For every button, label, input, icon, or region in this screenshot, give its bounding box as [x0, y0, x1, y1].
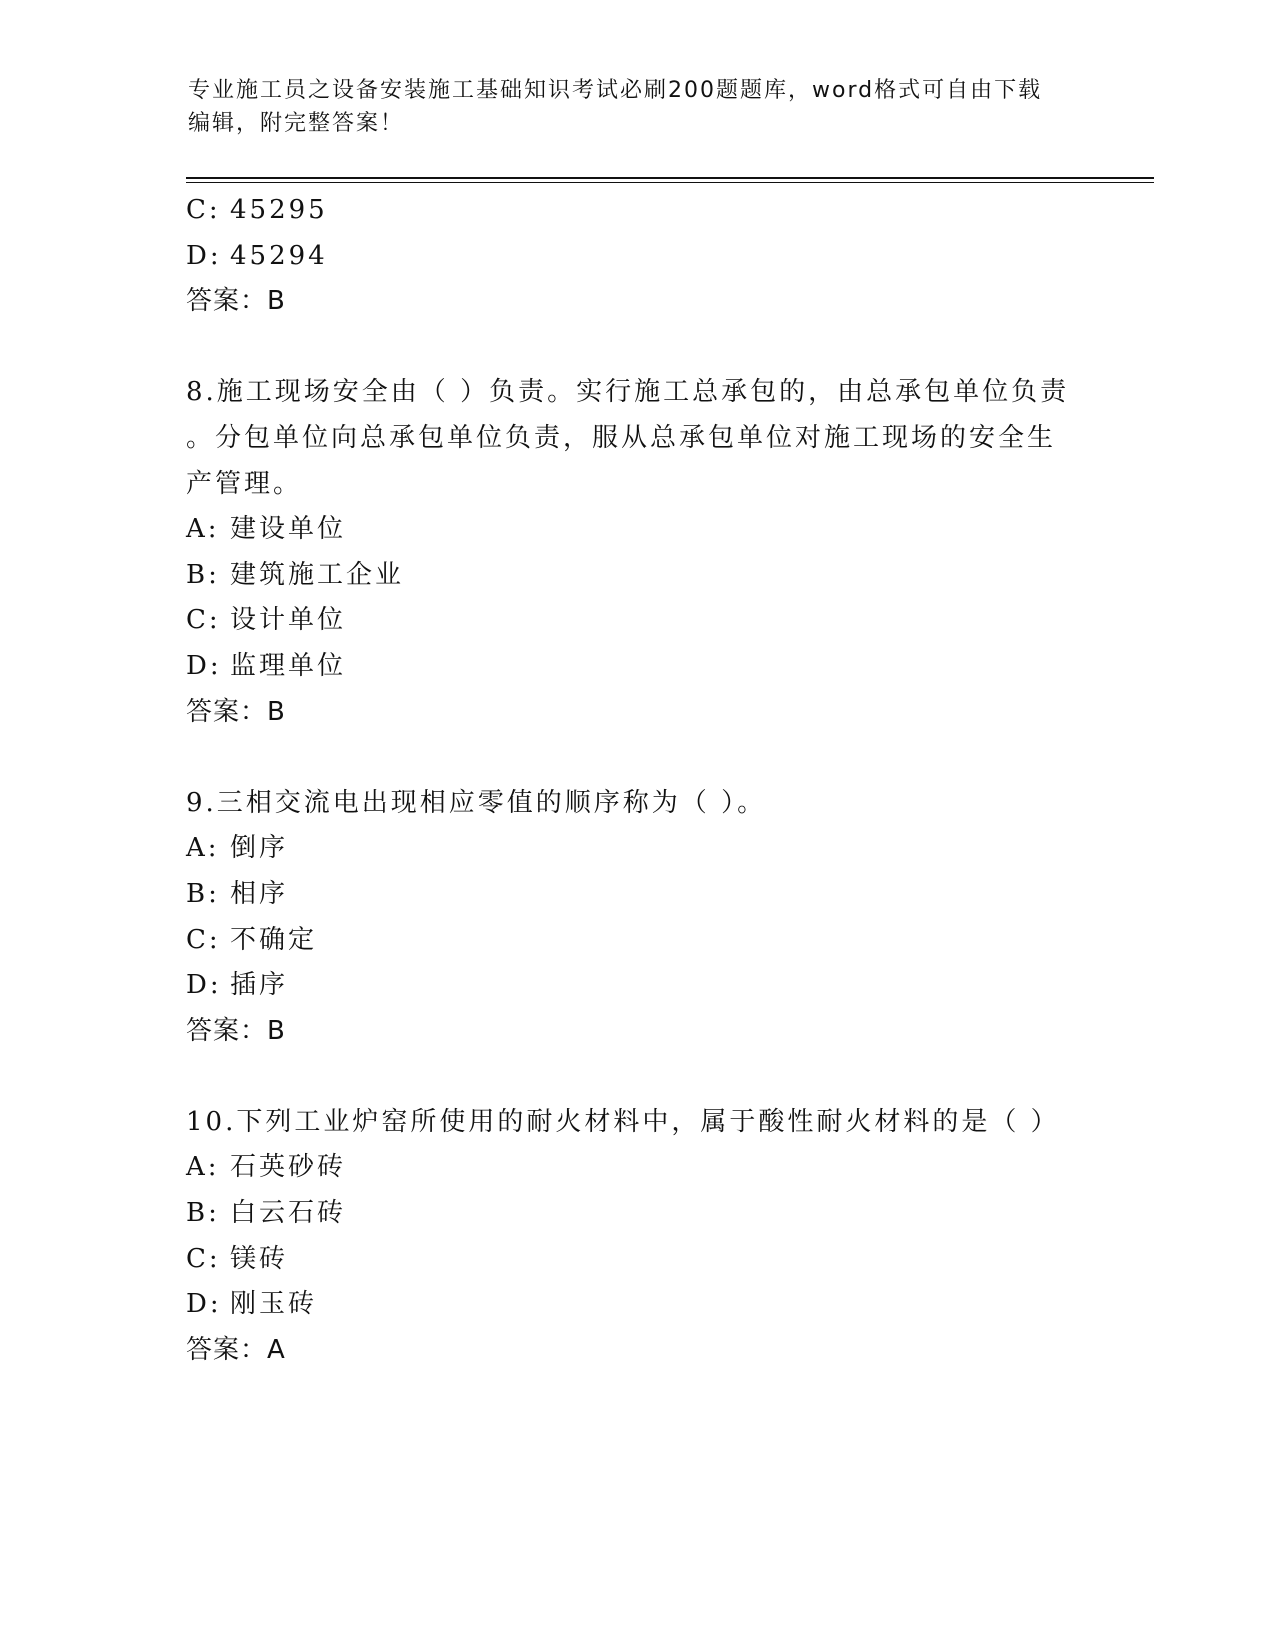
- option-row: [186, 1191, 1086, 1237]
- header-divider-thin: [186, 182, 1154, 183]
- option-row: [186, 1282, 1086, 1328]
- option-text: 刚玉砖: [230, 1289, 318, 1320]
- option-letter: D:: [186, 970, 222, 1001]
- option-text: 建筑施工企业: [230, 559, 405, 590]
- option-letter: B:: [186, 878, 220, 909]
- option-letter: A:: [186, 1152, 220, 1183]
- option-text: 石英砂砖: [230, 1152, 347, 1183]
- spacer: [186, 735, 1086, 781]
- option-row: [186, 918, 1086, 964]
- option-text: 相序: [230, 878, 289, 909]
- option-row: [186, 188, 1086, 234]
- document-header: [188, 74, 1068, 140]
- spacer: [186, 1054, 1086, 1100]
- answer-line: 答案：B: [186, 696, 286, 727]
- option-row: [186, 1237, 1086, 1283]
- answer-line: 答案：B: [186, 286, 286, 317]
- prev-question: [186, 188, 1086, 325]
- question-10: [186, 1100, 1086, 1374]
- option-letter: B:: [186, 559, 220, 590]
- option-row: [186, 826, 1086, 872]
- option-letter: B:: [186, 1198, 220, 1229]
- option-text: 不确定: [230, 924, 318, 955]
- option-letter: A:: [186, 833, 220, 864]
- option-text: 45294: [230, 240, 328, 271]
- option-letter: D:: [186, 240, 222, 271]
- header-title-line-1: 专业施工员之设备安装施工基础知识考试必刷200题题库，word格式可自由下载: [188, 78, 1043, 103]
- header-title-line-2: 编辑，附完整答案！: [188, 111, 405, 136]
- option-row: [186, 1145, 1086, 1191]
- option-row: [186, 507, 1086, 553]
- option-text: 建设单位: [230, 514, 347, 545]
- option-text: 倒序: [230, 833, 289, 864]
- option-text: 设计单位: [230, 605, 347, 636]
- question-stem-line: 9.三相交流电出现相应零值的顺序称为（ ）。: [186, 787, 767, 818]
- question-list: [186, 188, 1086, 1373]
- option-text: 监理单位: [230, 650, 347, 681]
- option-text: 45295: [230, 195, 328, 225]
- option-letter: D:: [186, 1289, 222, 1320]
- option-text: 镁砖: [230, 1243, 289, 1274]
- option-row: [186, 234, 1086, 280]
- option-letter: C:: [186, 195, 221, 225]
- spacer: [186, 325, 1086, 371]
- option-row: [186, 553, 1086, 599]
- option-letter: C:: [186, 1243, 221, 1274]
- option-row: [186, 598, 1086, 644]
- option-letter: A:: [186, 514, 220, 545]
- question-stem-line: 。分包单位向总承包单位负责，服从总承包单位对施工现场的安全生: [186, 422, 1057, 453]
- answer-line: 答案：A: [186, 1334, 286, 1365]
- header-divider-thick: [186, 177, 1154, 179]
- option-row: [186, 963, 1086, 1009]
- option-text: 插序: [230, 970, 289, 1001]
- answer-line: 答案：B: [186, 1015, 286, 1046]
- question-stem-line: 8.施工现场安全由（ ）负责。实行施工总承包的，由总承包单位负责: [186, 377, 1070, 408]
- question-8: [186, 370, 1086, 735]
- question-stem-line: 10.下列工业炉窑所使用的耐火材料中，属于酸性耐火材料的是（ ）: [186, 1106, 1060, 1137]
- option-row: [186, 872, 1086, 918]
- option-letter: C:: [186, 924, 221, 955]
- option-row: [186, 644, 1086, 690]
- question-9: [186, 781, 1086, 1055]
- option-letter: C:: [186, 605, 221, 636]
- option-letter: D:: [186, 650, 222, 681]
- question-stem-line: 产管理。: [186, 468, 303, 499]
- option-text: 白云石砖: [230, 1198, 347, 1229]
